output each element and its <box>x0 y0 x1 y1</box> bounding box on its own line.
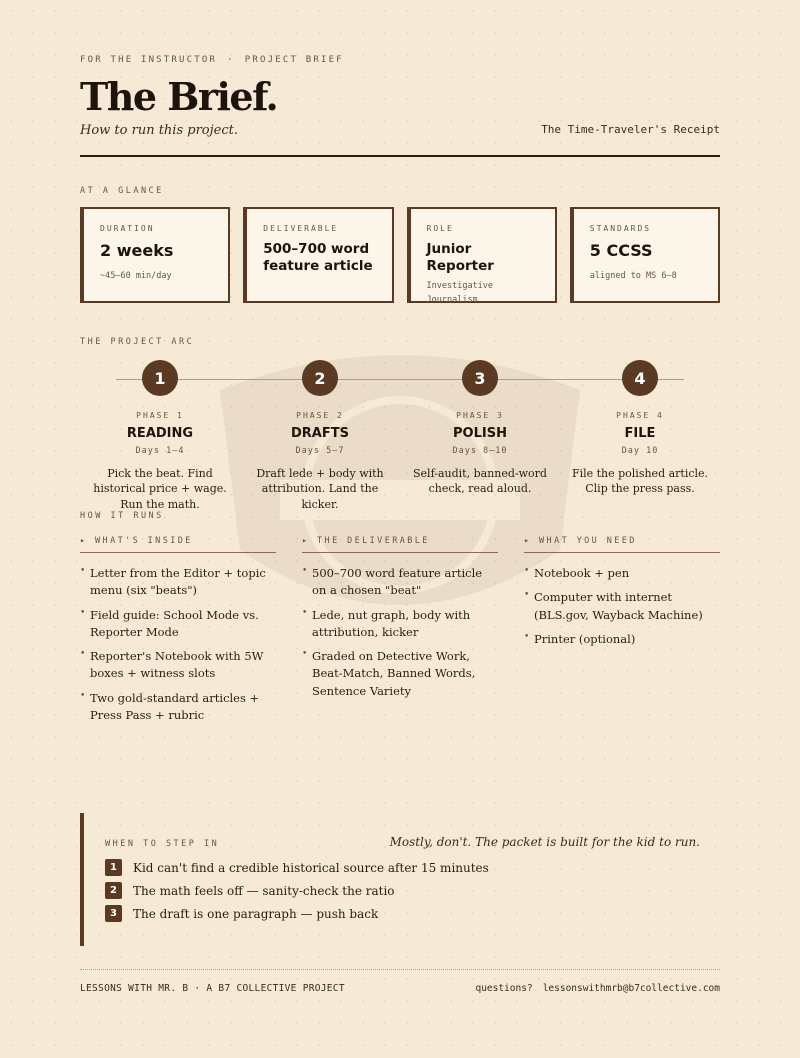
eyebrow-doc-type: PROJECT BRIEF <box>244 55 344 65</box>
footer-separator: · <box>194 983 201 994</box>
list-item: • Printer (optional) <box>524 631 720 648</box>
list-item: • Graded on Detective Work, Beat-Match, Banned Words, Sentence Variety <box>302 648 498 700</box>
callout-label: WHEN TO STEP IN <box>105 839 220 849</box>
arc-section-label: THE PROJECT ARC <box>80 337 195 347</box>
phase-1 <box>80 360 240 512</box>
footer-email[interactable]: lessonswithmrb@b7collective.com <box>542 983 720 994</box>
column-list <box>524 565 720 648</box>
phase-days: Days 8–10 <box>452 446 508 456</box>
phase-4 <box>560 360 720 497</box>
what-you-need-column <box>524 536 720 655</box>
callout-header <box>105 835 700 849</box>
step-in-item <box>105 859 700 876</box>
column-list <box>302 565 498 700</box>
list-item: • 500–700 word feature article on a chosen "beat" <box>302 565 498 600</box>
phase-number-badge: 4 <box>622 360 658 396</box>
phase-3 <box>400 360 560 497</box>
step-number-badge: 2 <box>105 882 122 899</box>
card-value: Junior Reporter <box>426 241 494 274</box>
eyebrow-separator: · <box>227 55 235 65</box>
card-value: 2 weeks <box>100 241 174 260</box>
phase-description: Self-audit, banned-word check, read aloud. <box>413 467 547 496</box>
eyebrow-audience: FOR THE INSTRUCTOR <box>80 55 218 65</box>
list-item: • Field guide: School Mode vs. Reporter Mode <box>80 607 276 642</box>
phase-name: READING <box>126 426 194 441</box>
page-subtitle: How to run this project. <box>80 123 238 138</box>
step-number-badge: 1 <box>105 859 122 876</box>
phase-tag: PHASE 2 <box>296 411 344 420</box>
how-section-label: HOW IT RUNS <box>80 511 164 521</box>
column-list <box>80 565 276 724</box>
step-text: The math feels off — sanity-check the ratio <box>133 883 395 898</box>
deliverable-card <box>243 207 393 303</box>
card-label: ROLE <box>426 224 454 233</box>
glance-section-label: AT A GLANCE <box>80 186 164 196</box>
list-item: • Notebook + pen <box>524 565 720 582</box>
footer-brand <box>80 983 345 994</box>
phase-name: FILE <box>624 426 656 441</box>
list-item: • Reporter's Notebook with 5W boxes + witness slots <box>80 648 276 683</box>
phase-tag: PHASE 3 <box>456 411 504 420</box>
phase-tag: PHASE 1 <box>136 411 184 420</box>
footer-rule <box>80 969 720 970</box>
duration-card <box>80 207 230 303</box>
step-text: The draft is one paragraph — push back <box>133 906 379 921</box>
footer-brand-name: LESSONS WITH MR. B <box>80 983 189 994</box>
glance-cards <box>80 207 720 306</box>
card-note: aligned to MS 6–8 <box>589 271 677 281</box>
step-text: Kid can't find a credible historical source after 15 minutes <box>133 860 489 875</box>
whats-inside-column <box>80 536 276 731</box>
card-label: DURATION <box>100 224 155 233</box>
page-title: The Brief. <box>80 74 278 119</box>
phase-number-badge: 2 <box>302 360 338 396</box>
step-in-item <box>105 905 700 922</box>
footer-project: A B7 COLLECTIVE PROJECT <box>206 983 345 994</box>
phase-description: Draft lede + body with attribution. Land the kicker. <box>256 467 384 511</box>
card-value: 500–700 word feature article <box>263 241 373 274</box>
deliverable-column <box>302 536 498 707</box>
phase-description: File the polished article. Clip the press pass. <box>571 467 709 496</box>
standards-card <box>570 207 720 303</box>
callout-quote: Mostly, don't. The packet is built for the kid to run. <box>389 835 700 849</box>
phase-name: DRAFTS <box>291 426 349 441</box>
phase-days: Days 5–7 <box>295 446 345 456</box>
eyebrow <box>80 55 344 65</box>
column-heading: ▸ THE DELIVERABLE <box>302 536 498 553</box>
list-item: • Lede, nut graph, body with attribution, kicker <box>302 607 498 642</box>
card-label: STANDARDS <box>589 224 652 233</box>
phase-days: Day 10 <box>621 446 659 456</box>
phase-2 <box>240 360 400 512</box>
card-label: DELIVERABLE <box>263 224 339 233</box>
column-heading: ▸ WHAT'S INSIDE <box>80 536 276 553</box>
phase-name: POLISH <box>453 426 507 441</box>
phase-number-badge: 3 <box>462 360 498 396</box>
phase-tag: PHASE 4 <box>616 411 664 420</box>
step-in-list <box>105 859 700 922</box>
column-heading: ▸ WHAT YOU NEED <box>524 536 720 553</box>
step-number-badge: 3 <box>105 905 122 922</box>
project-name: The Time-Traveler's Receipt <box>541 123 720 136</box>
role-card <box>407 207 557 306</box>
card-note: ~45–60 min/day <box>100 271 172 281</box>
card-value: 5 CCSS <box>589 241 653 260</box>
phase-number-badge: 1 <box>142 360 178 396</box>
card-note: Investigative Journalism <box>426 280 494 306</box>
footer-contact-label: questions? <box>475 983 533 994</box>
step-in-item <box>105 882 700 899</box>
list-item: • Letter from the Editor + topic menu (six "beats") <box>80 565 276 600</box>
header-rule <box>80 155 720 157</box>
phase-days: Days 1–4 <box>135 446 185 456</box>
list-item: • Computer with internet (BLS.gov, Wayback Machine) <box>524 589 720 624</box>
phase-description: Pick the beat. Find historical price + wage. Run the math. <box>93 467 227 511</box>
list-item: • Two gold-standard articles + Press Pass + rubric <box>80 690 276 725</box>
when-to-step-in-callout <box>80 813 720 946</box>
footer-contact <box>475 983 720 994</box>
